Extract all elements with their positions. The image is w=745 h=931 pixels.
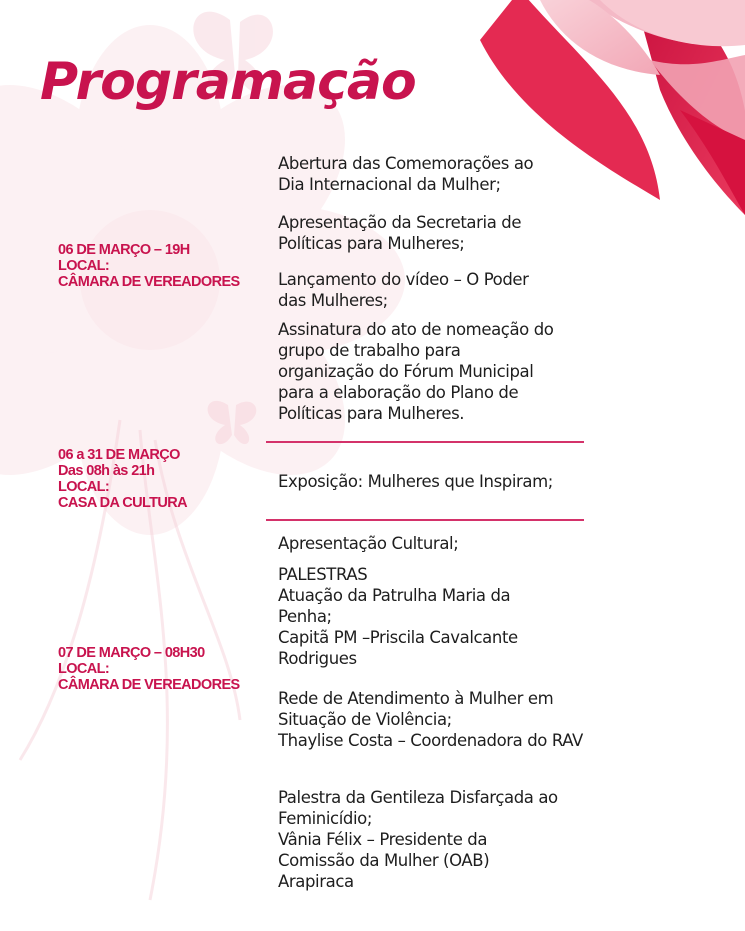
program-item: Apresentação da Secretaria de Políticas para Mulheres; (278, 213, 522, 253)
local-label: LOCAL: (58, 479, 110, 495)
section-label (58, 645, 240, 693)
event-venue: CASA DA CULTURA (58, 495, 188, 511)
program-item: Lançamento do vídeo – O Poder das Mulheres; (278, 270, 529, 310)
local-label: LOCAL: (58, 661, 110, 677)
section-label (58, 242, 240, 290)
event-hours: Das 08h às 21h (58, 463, 155, 479)
program-item: Rede de Atendimento à Mulher em Situação de Violência; Thaylise Costa – Coordenadora do RAV (278, 689, 583, 750)
section-divider (266, 441, 584, 443)
program-item: Apresentação Cultural; (278, 534, 459, 553)
program-item: PALESTRAS Atuação da Patrulha Maria da Penha; Capitã PM –Priscila Cavalcante Rodrigues (278, 565, 518, 668)
event-date: 06 DE MARÇO – 19H (58, 242, 190, 258)
event-venue: CÂMARA DE VEREADORES (58, 677, 240, 693)
program-item: Assinatura do ato de nomeação do grupo de trabalho para organização do Fórum Municipal para a elaboração do Plano de Políticas para Mulheres. (278, 320, 554, 423)
local-label: LOCAL: (58, 258, 110, 274)
program-item: Abertura das Comemorações ao Dia Internacional da Mulher; (278, 154, 534, 194)
event-venue: CÂMARA DE VEREADORES (58, 274, 240, 290)
program-item: Exposição: Mulheres que Inspiram; (278, 472, 553, 491)
event-date: 07 DE MARÇO – 08H30 (58, 645, 205, 661)
section-label (58, 447, 187, 511)
section-divider (266, 519, 584, 521)
page-title: Programação (40, 52, 416, 112)
event-date: 06 a 31 DE MARÇO (58, 447, 180, 463)
program-item: Palestra da Gentileza Disfarçada ao Feminicídio; Vânia Félix – Presidente da Comissão da Mulher (OAB) Arapiraca (278, 788, 558, 891)
